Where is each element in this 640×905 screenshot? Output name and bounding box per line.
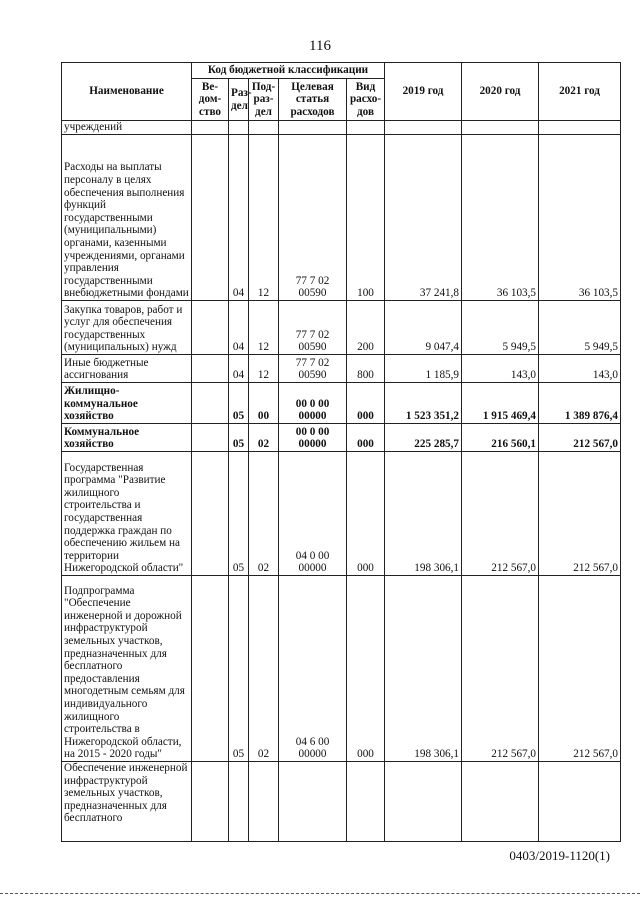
table-row xyxy=(62,383,621,424)
row-name: Обеспечение инженерной инфраструктурой земельных участков, предназначенных для бесплатного xyxy=(62,762,192,842)
cell-razdel: 05 xyxy=(229,424,249,452)
cell-ved xyxy=(192,121,229,135)
cell-vid: 000 xyxy=(347,424,385,452)
col-header-target: Целевая статья расходов xyxy=(279,79,347,121)
col-header-2021: 2021 год xyxy=(539,63,621,121)
cell-ved xyxy=(192,576,229,762)
cell-podrazdel: 00 xyxy=(249,383,279,424)
page-number: 116 xyxy=(309,38,331,54)
cell-vid: 000 xyxy=(347,383,385,424)
row-name: Закупка товаров, работ и услуг для обеспечения государственных (муниципальных) нужд xyxy=(62,301,192,355)
col-header-2020: 2020 год xyxy=(462,63,539,121)
cell-vid xyxy=(347,121,385,135)
cell-2020: 212 567,0 xyxy=(462,576,539,762)
cell-2019: 198 306,1 xyxy=(385,576,462,762)
cell-podrazdel xyxy=(249,762,279,842)
cell-vid: 800 xyxy=(347,355,385,383)
cell-2020: 143,0 xyxy=(462,355,539,383)
cell-razdel xyxy=(229,121,249,135)
row-name: Жилищно-коммунальное хозяйство xyxy=(62,383,192,424)
cell-2019: 1 523 351,2 xyxy=(385,383,462,424)
cell-podrazdel: 12 xyxy=(249,355,279,383)
cell-2021: 212 567,0 xyxy=(539,576,621,762)
cell-podrazdel: 02 xyxy=(249,452,279,576)
row-name: учреждений xyxy=(62,121,192,135)
col-header-vid: Вид расхо-дов xyxy=(347,79,385,121)
cell-2020 xyxy=(462,121,539,135)
cell-2021: 5 949,5 xyxy=(539,301,621,355)
col-header-name: Наименование xyxy=(62,63,192,121)
table-row xyxy=(62,355,621,383)
cell-target xyxy=(279,762,347,842)
cell-razdel: 05 xyxy=(229,383,249,424)
cell-2020: 36 103,5 xyxy=(462,135,539,301)
cell-2019: 1 185,9 xyxy=(385,355,462,383)
cell-2020 xyxy=(462,762,539,842)
cell-2021: 143,0 xyxy=(539,355,621,383)
row-name: Подпрограмма "Обеспечение инженерной и дорожной инфраструктурой земельных участков, предназначенных для бесплатного предоставления многодетным семьям для индивидуального жилищного строительства в Нижегородской области, на 2015 - 2020 годы" xyxy=(62,576,192,762)
cell-2021: 1 389 876,4 xyxy=(539,383,621,424)
cell-podrazdel xyxy=(249,121,279,135)
cell-ved xyxy=(192,762,229,842)
cell-razdel: 05 xyxy=(229,452,249,576)
row-name: Иные бюджетные ассигнования xyxy=(62,355,192,383)
row-name: Расходы на выплаты персоналу в целях обеспечения выполнения функций государственными (муниципальными) органами, казенными учреждениями, органами управления государственными внебюджетными фондами xyxy=(62,135,192,301)
cell-podrazdel: 12 xyxy=(249,135,279,301)
table-row xyxy=(62,121,621,135)
cell-target: 04 0 00 00000 xyxy=(279,452,347,576)
cell-vid: 000 xyxy=(347,576,385,762)
page-edge-divider xyxy=(0,893,640,894)
table-row xyxy=(62,424,621,452)
document-code: 0403/2019-1120(1) xyxy=(509,848,610,863)
cell-2019: 198 306,1 xyxy=(385,452,462,576)
cell-razdel: 05 xyxy=(229,576,249,762)
row-name: Государственная программа "Развитие жилищного строительства и государственная поддержка граждан по обеспечению жильем на территории Нижегородской области" xyxy=(62,452,192,576)
cell-target: 00 0 00 00000 xyxy=(279,383,347,424)
col-header-vedomstvo: Ве-дом-ство xyxy=(192,79,229,121)
cell-2019: 9 047,4 xyxy=(385,301,462,355)
cell-target: 04 6 00 00000 xyxy=(279,576,347,762)
cell-2020: 5 949,5 xyxy=(462,301,539,355)
cell-2019 xyxy=(385,762,462,842)
cell-podrazdel: 02 xyxy=(249,424,279,452)
cell-2020: 1 915 469,4 xyxy=(462,383,539,424)
cell-2020: 212 567,0 xyxy=(462,452,539,576)
cell-ved xyxy=(192,301,229,355)
cell-vid: 100 xyxy=(347,135,385,301)
cell-2019: 225 285,7 xyxy=(385,424,462,452)
cell-2019 xyxy=(385,121,462,135)
cell-2021: 212 567,0 xyxy=(539,424,621,452)
cell-ved xyxy=(192,135,229,301)
cell-target xyxy=(279,121,347,135)
cell-ved xyxy=(192,383,229,424)
col-header-podrazdel: Под-раз-дел xyxy=(249,79,279,121)
cell-vid xyxy=(347,762,385,842)
cell-vid: 000 xyxy=(347,452,385,576)
cell-razdel: 04 xyxy=(229,301,249,355)
table-row xyxy=(62,452,621,576)
cell-target: 77 7 02 00590 xyxy=(279,301,347,355)
cell-podrazdel: 02 xyxy=(249,576,279,762)
cell-2019: 37 241,8 xyxy=(385,135,462,301)
cell-target: 77 7 02 00590 xyxy=(279,355,347,383)
col-header-2019: 2019 год xyxy=(385,63,462,121)
cell-podrazdel: 12 xyxy=(249,301,279,355)
col-header-razdel: Раз-дел xyxy=(229,79,249,121)
cell-2020: 216 560,1 xyxy=(462,424,539,452)
cell-2021: 212 567,0 xyxy=(539,452,621,576)
cell-2021: 36 103,5 xyxy=(539,135,621,301)
cell-target: 00 0 00 00000 xyxy=(279,424,347,452)
cell-2021 xyxy=(539,121,621,135)
budget-table xyxy=(61,62,621,842)
cell-ved xyxy=(192,424,229,452)
table-row xyxy=(62,762,621,842)
cell-vid: 200 xyxy=(347,301,385,355)
cell-razdel xyxy=(229,762,249,842)
col-header-budget-code: Код бюджетной классификации xyxy=(192,63,385,79)
table-row xyxy=(62,576,621,762)
cell-2021 xyxy=(539,762,621,842)
cell-ved xyxy=(192,452,229,576)
cell-ved xyxy=(192,355,229,383)
cell-razdel: 04 xyxy=(229,135,249,301)
table-row xyxy=(62,135,621,301)
row-name: Коммунальное хозяйство xyxy=(62,424,192,452)
cell-target: 77 7 02 00590 xyxy=(279,135,347,301)
table-row xyxy=(62,301,621,355)
cell-razdel: 04 xyxy=(229,355,249,383)
